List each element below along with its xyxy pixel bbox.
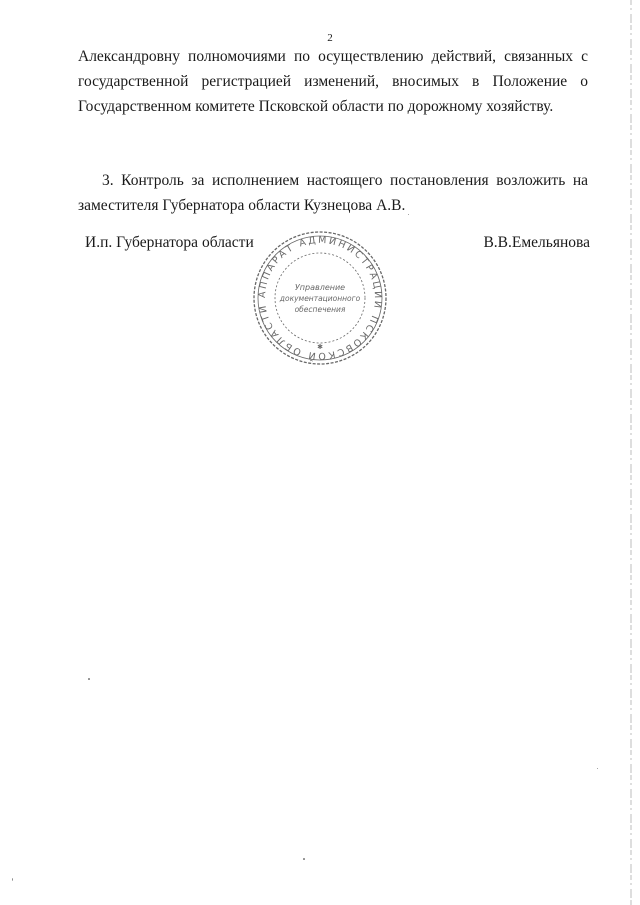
scan-speck xyxy=(88,678,90,680)
seal-center-line-2: документационного xyxy=(279,294,361,303)
signature-title: И.п. Губернатора области xyxy=(85,234,254,251)
page-number: 2 xyxy=(327,32,333,44)
scan-speck xyxy=(408,214,409,215)
scan-speck xyxy=(303,858,305,860)
scan-edge-noise xyxy=(629,0,633,905)
signature-name: В.В.Емельянова xyxy=(483,234,590,251)
paragraph-item-3: 3. Контроль за исполнением настоящего постановления возложить на заместителя Губернатора области Кузнецова А.В. xyxy=(78,172,588,214)
seal-center-line-3: обеспечения xyxy=(294,305,346,314)
seal-bottom-star: ✱ xyxy=(317,343,323,351)
official-seal-stamp xyxy=(250,228,390,368)
paragraph-continuation: Александровну полномочиями по осуществлению действий, связанных с государственной регистрацией изменений, вносимых в Положение о Государственном комитете Псковской области по дорожному хозяйству. xyxy=(78,48,588,115)
seal-center-line-1: Управление xyxy=(294,283,346,292)
scan-speck xyxy=(12,878,13,881)
seal-outer-text: АППАРАТ АДМИНИСТРАЦИИ ПСКОВСКОЙ ОБЛАСТИ xyxy=(256,234,384,362)
scan-speck xyxy=(597,768,598,769)
